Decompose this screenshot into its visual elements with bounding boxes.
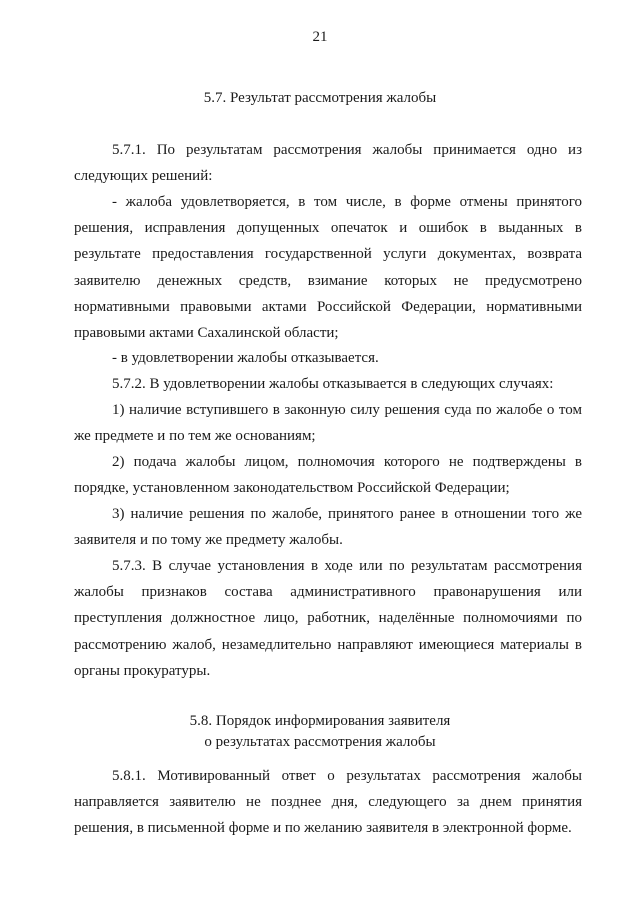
paragraph-5-7-1: 5.7.1. По результатам рассмотрения жалобы принимается одно из следующих решений: <box>74 142 582 185</box>
section-5-7-heading: 5.7. Результат рассмотрения жалобы <box>203 90 437 106</box>
paragraph-5-8-1: 5.8.1. Мотивированный ответ о результатах рассмотрения жалобы направляется заявителю не позднее дня, следующего за днем принятия решения, в письменной форме и по желанию заявителя в электронной форме. <box>74 768 582 837</box>
paragraph-complaint-satisfied: - жалоба удовлетворяется, в том числе, в форме отмены принятого решения, исправления допущенных опечаток и ошибок в выданных в результате предоставления государственной услуги документах, возврата заявителю денежных средств, взимание которых не предусмотрено нормативными правовыми актами Российской Федерации, нормативными правовыми актами Сахалинской области; <box>74 194 582 342</box>
paragraph-5-7-2: 5.7.2. В удовлетворении жалобы отказывается в следующих случаях: <box>112 376 554 392</box>
section-5-8-heading <box>0 711 640 753</box>
page-number: 21 <box>312 29 328 45</box>
section-5-8-heading-line1: 5.8. Порядок информирования заявителя <box>189 713 451 729</box>
paragraph-case-3: 3) наличие решения по жалобе, принятого ранее в отношении того же заявителя и по тому же предмету жалобы. <box>74 506 582 549</box>
paragraph-case-1: 1) наличие вступившего в законную силу решения суда по жалобе о том же предмете и по тем же основаниям; <box>74 402 582 445</box>
paragraph-case-2: 2) подача жалобы лицом, полномочия которого не подтверждены в порядке, установленном законодательством Российской Федерации; <box>74 454 582 497</box>
paragraph-complaint-rejected: - в удовлетворении жалобы отказывается. <box>112 350 379 366</box>
paragraph-5-7-3: 5.7.3. В случае установления в ходе или по результатам рассмотрения жалобы признаков состава административного правонарушения или преступления должностное лицо, работник, наделённые полномочиями по рассмотрению жалоб, незамедлительно направляют имеющиеся материалы в органы прокуратуры. <box>74 558 582 679</box>
section-5-8-heading-line2: о результатах рассмотрения жалобы <box>204 734 436 750</box>
